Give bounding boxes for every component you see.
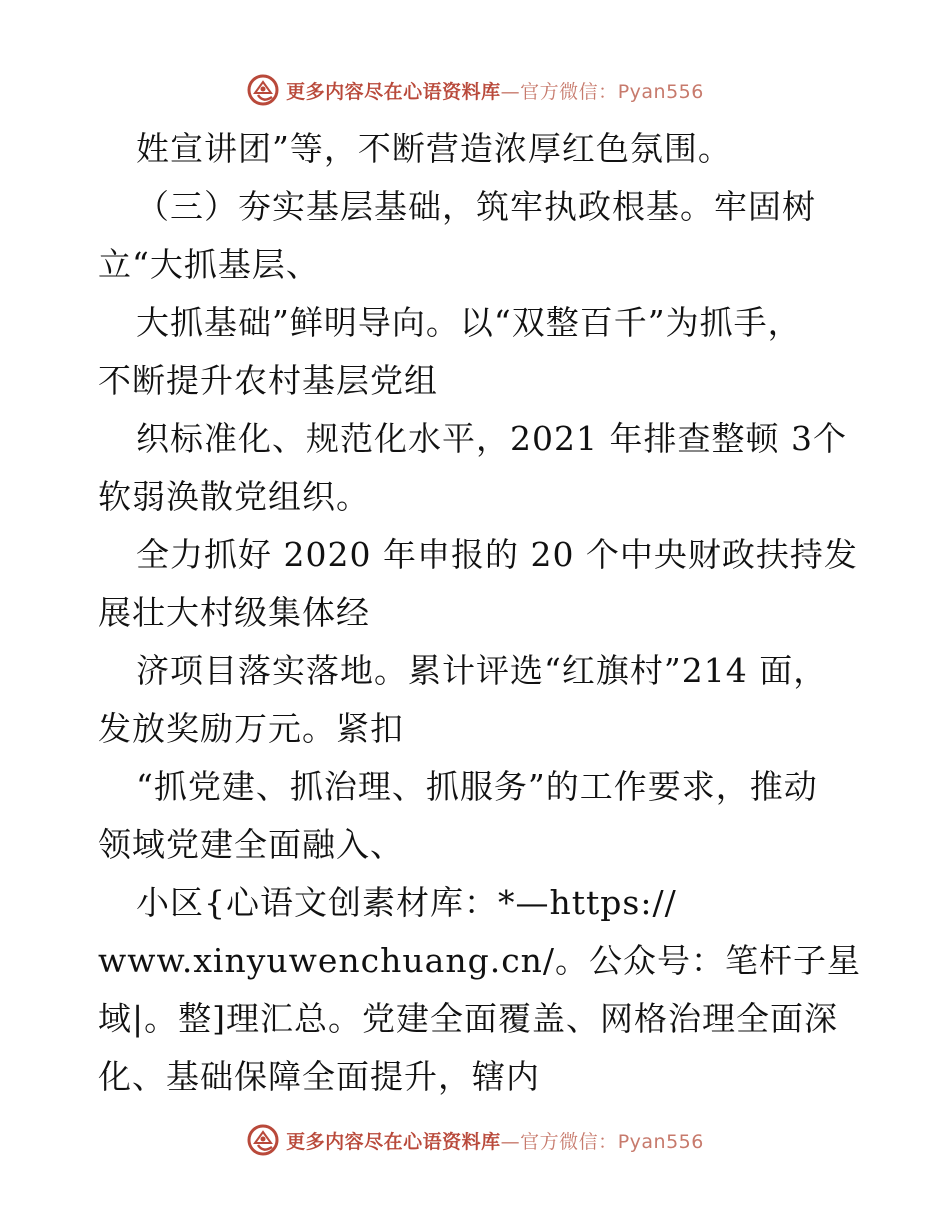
header-banner-id: Pyan556 <box>617 80 704 103</box>
footer-watermark-banner <box>0 1120 950 1160</box>
text-line: 姓宣讲团”等，不断营造浓厚红色氛围。 <box>136 129 732 168</box>
text-line: “抓党建、抓治理、抓服务”的工作要求，推动 <box>136 767 818 806</box>
text-line: 大抓基础”鲜明导向。以“双整百千”为抓手， <box>136 303 802 342</box>
text-line: 立“大抓基层、 <box>98 245 320 284</box>
footer-banner-sep: —官方微信： <box>500 1130 618 1153</box>
header-banner-main: 更多内容尽在心语资料库 <box>286 80 501 103</box>
text-line: 发放奖励万元。紧扣 <box>98 709 404 748</box>
text-line: （三）夯实基层基础，筑牢执政根基。牢固树 <box>136 187 816 226</box>
header-watermark-banner <box>0 70 950 110</box>
footer-banner-content <box>246 1123 704 1157</box>
text-line: 济项目落实落地。累计评选“红旗村”214 面， <box>136 651 828 690</box>
seal-logo-icon <box>246 1123 280 1157</box>
footer-banner-main: 更多内容尽在心语资料库 <box>286 1130 501 1153</box>
text-line: 全力抓好 2020 年申报的 20 个中央财政扶持发 <box>136 535 858 574</box>
footer-banner-text <box>286 1127 704 1154</box>
text-line: 小区{心语文创素材库：*—https:// <box>136 883 677 922</box>
document-body <box>98 120 862 1106</box>
text-line: 化、基础保障全面提升，辖内 <box>98 1057 540 1096</box>
text-line: 域|。整]理汇总。党建全面覆盖、网格治理全面深 <box>98 999 838 1038</box>
text-line: 软弱涣散党组织。 <box>98 477 370 516</box>
header-banner-content <box>246 73 704 107</box>
text-line: www.xinyuwenchuang.cn/。公众号：笔杆子星 <box>98 941 862 980</box>
header-banner-sep: —官方微信： <box>500 80 618 103</box>
text-line: 不断提升农村基层党组 <box>98 361 438 400</box>
header-banner-text <box>286 77 704 104</box>
text-line: 展壮大村级集体经 <box>98 593 370 632</box>
seal-logo-icon <box>246 73 280 107</box>
text-line: 领域党建全面融入、 <box>98 825 404 864</box>
text-line: 织标准化、规范化水平，2021 年排查整顿 3个 <box>136 419 847 458</box>
footer-banner-id: Pyan556 <box>617 1130 704 1153</box>
